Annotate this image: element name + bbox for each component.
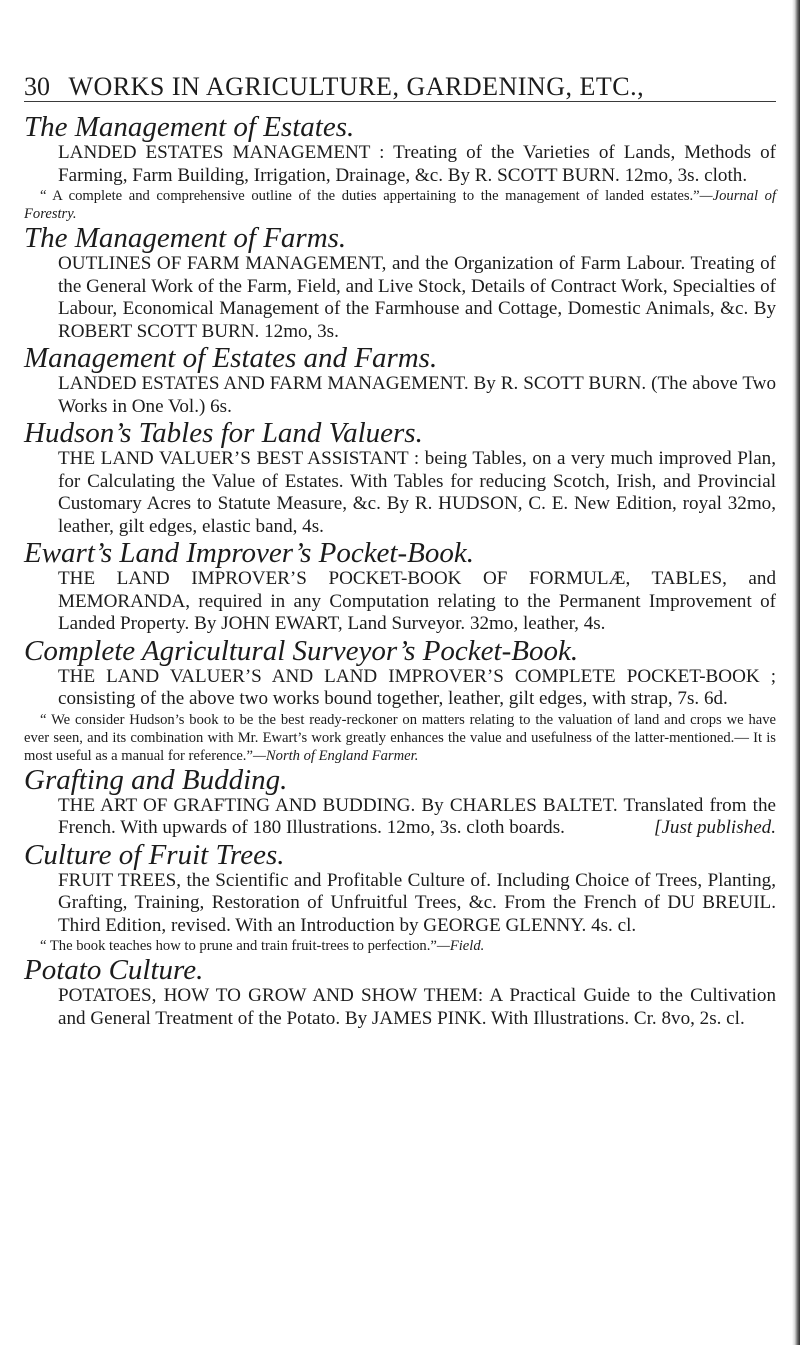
entry-title: Management of Estates and Farms.	[24, 342, 438, 374]
entry-title: The Management of Estates.	[24, 111, 355, 143]
entry-title: Complete Agricultural Surveyor’s Pocket-Book.	[24, 634, 579, 667]
quote-source: —North of England Farmer.	[252, 747, 419, 764]
entry-title: The Management of Farms.	[24, 222, 347, 254]
entry-description: THE LAND VALUER’S BEST ASSISTANT : being Tables, on a very much improved Plan, for Calculating the Value of Estates. With Tables for reducing Scotch, Irish, and Provincial Customary Acres to Statute Measure, &c. By R. HUDSON, C. E. New Edition, royal 32mo, leather, gilt edges, elastic band, 4s.	[58, 448, 776, 537]
running-head-title: WORKS IN AGRICULTURE, GARDENING, ETC.,	[68, 72, 645, 101]
entry-description: LANDED ESTATES AND FARM MANAGEMENT. By R. SCOTT BURN. (The above Two Works in One Vol.) 6s.	[58, 373, 776, 417]
publication-notice: [Just published.	[654, 817, 776, 838]
page-number: 30	[24, 72, 50, 101]
entry-title: Grafting and Budding.	[24, 763, 288, 796]
entry-management-of-farms	[24, 223, 776, 343]
entry-description: FRUIT TREES, the Scientific and Profitable Culture of. Including Choice of Trees, Planting, Grafting, Training, Restoration of Unfruitful Trees, &c. From the French of DU BREUIL. Third Edition, revised. With an Introduction by GEORGE GLENNY. 4s. cl.	[58, 869, 776, 936]
quote-text: “ The book teaches how to prune and train fruit-trees to perfection.”	[40, 938, 437, 954]
entry-title: Hudson’s Tables for Land Valuers.	[24, 417, 423, 449]
quote-source: —Journal of Forestry.	[24, 188, 776, 222]
entry-title: Culture of Fruit Trees.	[24, 838, 285, 871]
press-quote	[24, 711, 776, 765]
entry-estates-and-farms	[24, 343, 776, 418]
entry-title: Potato Culture.	[24, 954, 204, 986]
running-head	[24, 72, 776, 102]
entry-management-of-estates	[24, 112, 776, 223]
entry-grafting-and-budding	[24, 765, 776, 840]
page-edge-shadow	[792, 0, 800, 1345]
press-quote	[24, 937, 776, 955]
entry-description: POTATOES, HOW TO GROW AND SHOW THEM: A Practical Guide to the Cultivation and General Treatment of the Potato. By JAMES PINK. With Illustrations. Cr. 8vo, 2s. cl.	[58, 985, 776, 1029]
entry-title: Ewart’s Land Improver’s Pocket-Book.	[24, 537, 474, 569]
entry-description: THE LAND VALUER’S AND LAND IMPROVER’S COMPLETE POCKET-BOOK ; consisting of the above two works bound together, leather, gilt edges, with strap, 7s. 6d.	[58, 665, 776, 709]
press-quote	[24, 187, 776, 223]
entry-description: THE LAND IMPROVER’S POCKET-BOOK OF FORMULÆ, TABLES, and MEMORANDA, required in any Computation relating to the Permanent Improvement of Landed Property. By JOHN EWART, Land Surveyor. 32mo, leather, 4s.	[58, 568, 776, 634]
quote-text: “ We consider Hudson’s book to be the best ready-reckoner on matters relating to the valuation of land and crops we have ever seen, and its combination with Mr. Ewart’s work greatly enhances the value and usefulness of the latter-mentioned.— It is most useful as a manual for reference.”	[24, 711, 776, 764]
entry-description	[24, 795, 776, 840]
entry-complete-surveyors-pocket-book	[24, 636, 776, 765]
entry-description: LANDED ESTATES MANAGEMENT : Treating of the Varieties of Lands, Methods of Farming, Farm Building, Irrigation, Drainage, &c. By R. SCOTT BURN. 12mo, 3s. cloth.	[58, 142, 776, 186]
catalogue-page	[24, 112, 776, 1030]
entry-description: OUTLINES OF FARM MANAGEMENT, and the Organization of Farm Labour. Treating of the General Work of the Farm, Field, and Live Stock, Details of Contract Work, Specialties of Labour, Economical Management of the Farmhouse and Cottage, Domestic Animals, &c. By ROBERT SCOTT BURN. 12mo, 3s.	[58, 253, 776, 342]
quote-source: —Field.	[436, 938, 485, 954]
entry-potato-culture	[24, 955, 776, 1030]
entry-description-text: THE ART OF GRAFTING AND BUDDING. By CHARLES BALTET. Translated from the French. With upwards of 180 Illustrations. 12mo, 3s. cloth boards.	[58, 794, 776, 838]
entry-ewarts-pocket-book	[24, 538, 776, 636]
header-rule	[24, 101, 776, 102]
entry-hudsons-tables	[24, 418, 776, 538]
entry-culture-of-fruit-trees	[24, 840, 776, 956]
quote-text: “ A complete and comprehensive outline of the duties appertaining to the management of landed estates.”	[40, 188, 700, 204]
